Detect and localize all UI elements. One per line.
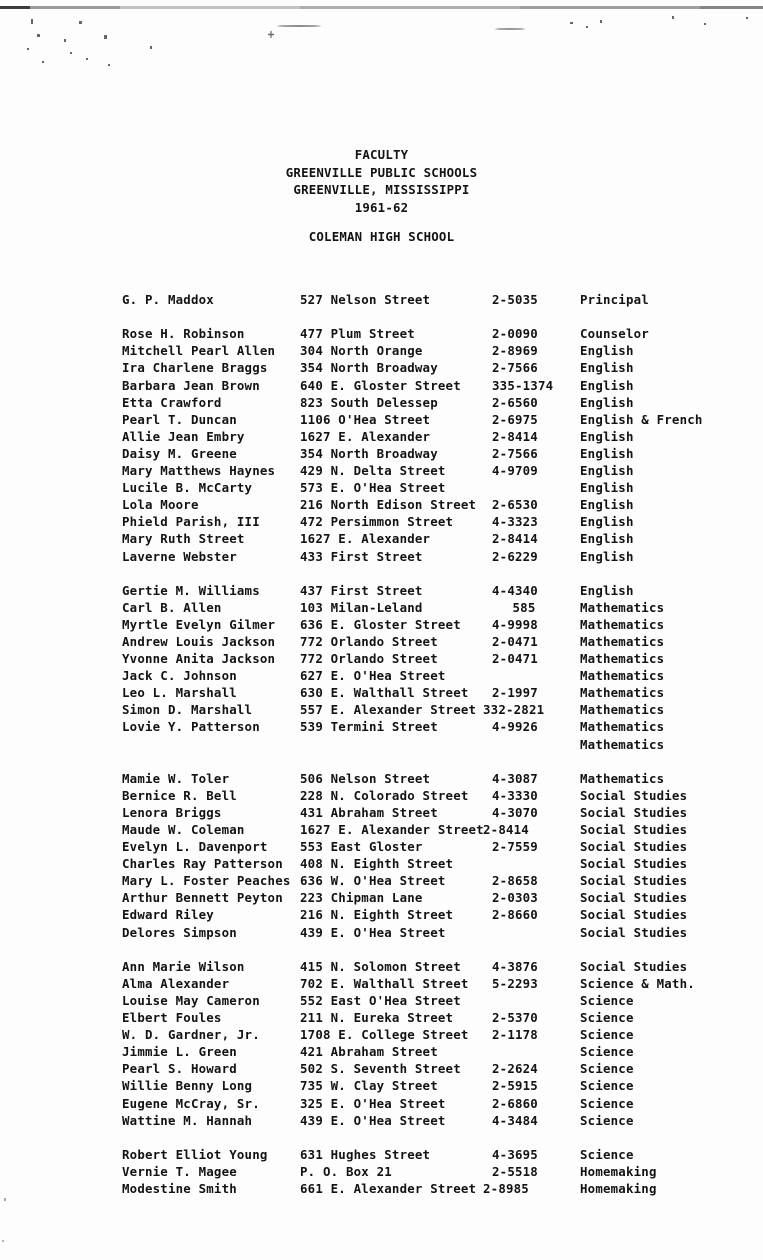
faculty-phone: 585 — [512, 599, 536, 615]
faculty-address: 431 Abraham Street — [300, 804, 438, 820]
faculty-name: Wattine M. Hannah — [122, 1112, 253, 1128]
faculty-name: Modestine Smith — [122, 1180, 237, 1196]
faculty-row — [0, 1163, 763, 1180]
faculty-address: 439 E. O'Hea Street — [300, 1112, 446, 1128]
faculty-name: Rose H. Robinson — [122, 326, 245, 342]
faculty-address: 823 South Delessep — [300, 394, 438, 410]
faculty-address: 702 E. Walthall Street — [300, 975, 469, 991]
faculty-row — [0, 855, 763, 872]
scan-speck — [64, 39, 66, 42]
faculty-subject: Mathematics — [580, 719, 665, 735]
faculty-phone: 2-1178 — [492, 1027, 538, 1043]
faculty-subject: English — [580, 377, 634, 393]
faculty-name: Pearl S. Howard — [122, 1061, 237, 1077]
faculty-row — [0, 308, 763, 342]
faculty-name: Jimmie L. Green — [122, 1044, 237, 1060]
faculty-name: Leo L. Marshall — [122, 685, 237, 701]
faculty-roster — [0, 274, 763, 1197]
faculty-phone: 2-8414 — [483, 822, 529, 837]
faculty-row — [0, 394, 763, 411]
scan-speck — [70, 52, 72, 54]
faculty-name: Willie Benny Long — [122, 1078, 253, 1094]
scan-speck — [277, 25, 321, 27]
faculty-name: Arthur Bennett Peyton — [122, 890, 283, 906]
faculty-row — [0, 274, 763, 308]
faculty-address: 421 Abraham Street — [300, 1044, 438, 1060]
faculty-row — [0, 530, 763, 547]
faculty-row — [0, 633, 763, 650]
faculty-phone: 4-3070 — [492, 804, 538, 820]
faculty-address: 429 N. Delta Street — [300, 463, 446, 479]
faculty-subject: Social Studies — [580, 924, 688, 940]
faculty-subject: English & French — [580, 411, 703, 427]
faculty-name: Robert Elliot Young — [122, 1146, 268, 1162]
faculty-subject: Social Studies — [580, 822, 688, 837]
scan-speck — [37, 34, 40, 37]
faculty-phone: 2-0471 — [492, 633, 538, 649]
faculty-name: Andrew Louis Jackson — [122, 633, 276, 649]
faculty-name: Louise May Cameron — [122, 992, 260, 1008]
faculty-subject: Mathematics — [580, 651, 665, 667]
faculty-name: Gertie M. Williams — [122, 582, 260, 598]
faculty-phone: 2-6975 — [492, 411, 538, 427]
scan-speck — [27, 48, 29, 50]
faculty-name: Carl B. Allen — [122, 599, 222, 615]
scan-speck — [672, 16, 674, 19]
faculty-address: 477 Plum Street — [300, 326, 415, 342]
faculty-row — [0, 1112, 763, 1129]
faculty-subject: Mathematics — [580, 702, 665, 718]
faculty-row — [0, 924, 763, 941]
faculty-subject: Counselor — [580, 326, 649, 342]
scan-speck — [31, 19, 33, 24]
faculty-address: 1627 E. Alexander — [300, 428, 431, 444]
scan-speck — [495, 28, 525, 30]
faculty-subject: Science — [580, 1044, 634, 1060]
faculty-address: 661 E. Alexander Street — [300, 1180, 477, 1196]
faculty-name: Mitchell Pearl Allen — [122, 343, 276, 359]
faculty-address: 433 First Street — [300, 548, 423, 564]
faculty-address: 573 E. O'Hea Street — [300, 480, 446, 496]
faculty-phone: 2-7566 — [492, 445, 538, 461]
faculty-subject: Science — [580, 1027, 634, 1043]
faculty-subject: Mathematics — [580, 633, 665, 649]
faculty-subject: English — [580, 343, 634, 359]
title-block — [0, 146, 763, 216]
scan-speck — [2, 1240, 4, 1242]
faculty-subject: Principal — [580, 292, 649, 308]
faculty-address: 415 N. Solomon Street — [300, 958, 461, 974]
faculty-name: Vernie T. Magee — [122, 1163, 237, 1179]
faculty-subject: English — [580, 394, 634, 410]
faculty-phone: 2-8969 — [492, 343, 538, 359]
faculty-subject: Social Studies — [580, 856, 688, 872]
faculty-subject: Science — [580, 1112, 634, 1128]
faculty-subject: Mathematics — [580, 616, 665, 632]
faculty-address: 1627 E. Alexander Street — [300, 822, 484, 837]
faculty-row — [0, 1026, 763, 1043]
faculty-address: 103 Milan-Leland — [300, 599, 423, 615]
faculty-address: 1627 E. Alexander — [300, 531, 431, 547]
faculty-phone: 2-7559 — [492, 839, 538, 855]
faculty-row — [0, 565, 763, 599]
faculty-subject: English — [580, 548, 634, 564]
faculty-row — [0, 718, 763, 735]
faculty-phone: 5-2293 — [492, 975, 538, 991]
faculty-name: Simon D. Marshall — [122, 702, 253, 718]
faculty-row — [0, 941, 763, 975]
scan-speck — [104, 35, 107, 39]
faculty-row — [0, 428, 763, 445]
scan-speck — [704, 23, 706, 25]
faculty-phone: 2-8985 — [483, 1180, 529, 1196]
faculty-row — [0, 1129, 763, 1163]
faculty-phone: 2-8414 — [492, 531, 538, 547]
faculty-address: 627 E. O'Hea Street — [300, 668, 446, 684]
faculty-name: Myrtle Evelyn Gilmer — [122, 616, 276, 632]
title-district: GREENVILLE PUBLIC SCHOOLS — [285, 164, 478, 180]
faculty-address: 408 N. Eighth Street — [300, 856, 454, 872]
faculty-address: 527 Nelson Street — [300, 292, 431, 308]
faculty-address: 735 W. Clay Street — [300, 1078, 438, 1094]
faculty-subject: English — [580, 497, 634, 513]
faculty-address: 1106 O'Hea Street — [300, 411, 431, 427]
subject-continuation-row — [0, 736, 763, 753]
faculty-address: 640 E. Gloster Street — [300, 377, 461, 393]
faculty-row — [0, 479, 763, 496]
faculty-name: Jack C. Johnson — [122, 668, 237, 684]
faculty-subject: Social Studies — [580, 873, 688, 889]
faculty-row — [0, 1077, 763, 1094]
faculty-phone: 2-6229 — [492, 548, 538, 564]
faculty-subject: Social Studies — [580, 907, 688, 923]
faculty-subject: Social Studies — [580, 839, 688, 855]
faculty-subject: Science — [580, 1078, 634, 1094]
faculty-phone: 2-0303 — [492, 890, 538, 906]
faculty-address: 772 Orlando Street — [300, 651, 438, 667]
faculty-row — [0, 599, 763, 616]
faculty-row — [0, 787, 763, 804]
faculty-subject: English — [580, 531, 634, 547]
faculty-row — [0, 1060, 763, 1077]
scan-speck — [86, 58, 88, 60]
faculty-row — [0, 753, 763, 787]
faculty-phone: 4-3087 — [492, 770, 538, 786]
faculty-name: Phield Parish, III — [122, 514, 260, 530]
faculty-phone: 2-6530 — [492, 497, 538, 513]
faculty-name: Bernice R. Bell — [122, 787, 237, 803]
faculty-phone: 2-7566 — [492, 360, 538, 376]
faculty-name: Alma Alexander — [122, 975, 230, 991]
faculty-address: 502 S. Seventh Street — [300, 1061, 461, 1077]
faculty-row — [0, 616, 763, 633]
faculty-phone: 335-1374 — [492, 377, 554, 393]
faculty-subject: English — [580, 514, 634, 530]
faculty-name: Yvonne Anita Jackson — [122, 651, 276, 667]
scan-speck — [746, 17, 748, 19]
faculty-phone: 4-3876 — [492, 958, 538, 974]
faculty-name: Charles Ray Patterson — [122, 856, 283, 872]
faculty-name: Ira Charlene Braggs — [122, 360, 268, 376]
faculty-phone: 4-9926 — [492, 719, 538, 735]
faculty-row — [0, 889, 763, 906]
title-location: GREENVILLE, MISSISSIPPI — [293, 182, 470, 198]
faculty-subject: Mathematics — [580, 599, 665, 615]
faculty-name: Lucile B. McCarty — [122, 480, 253, 496]
faculty-subject: English — [580, 463, 634, 479]
faculty-name: Daisy M. Greene — [122, 445, 237, 461]
faculty-name: Pearl T. Duncan — [122, 411, 237, 427]
scan-speck — [42, 61, 44, 63]
faculty-phone: 2-8658 — [492, 873, 538, 889]
scan-edge-artifact — [0, 6, 763, 9]
faculty-name: Ann Marie Wilson — [122, 958, 245, 974]
scan-speck — [586, 26, 588, 28]
faculty-address: 631 Hughes Street — [300, 1146, 431, 1162]
faculty-phone: 4-3695 — [492, 1146, 538, 1162]
faculty-phone: 2-8414 — [492, 428, 538, 444]
faculty-name: W. D. Gardner, Jr. — [122, 1027, 260, 1043]
faculty-name: Delores Simpson — [122, 924, 237, 940]
faculty-row — [0, 650, 763, 667]
faculty-subject: Mathematics — [580, 770, 665, 786]
faculty-name: Elbert Foules — [122, 1010, 222, 1026]
faculty-subject: Science — [580, 1095, 634, 1111]
title-school-year: 1961-62 — [354, 199, 409, 215]
faculty-phone: 2-5370 — [492, 1010, 538, 1026]
faculty-address: 216 North Edison Street — [300, 497, 477, 513]
faculty-row — [0, 667, 763, 684]
faculty-row — [0, 445, 763, 462]
faculty-row — [0, 359, 763, 376]
faculty-name: Mamie W. Toler — [122, 770, 230, 786]
faculty-subject: English — [580, 360, 634, 376]
faculty-row — [0, 838, 763, 855]
faculty-name: Edward Riley — [122, 907, 214, 923]
faculty-subject: English — [580, 480, 634, 496]
faculty-address: 325 E. O'Hea Street — [300, 1095, 446, 1111]
faculty-phone: 2-1997 — [492, 685, 538, 701]
faculty-name: Maude W. Coleman — [122, 822, 245, 837]
faculty-subject: English — [580, 428, 634, 444]
faculty-name: Allie Jean Embry — [122, 428, 245, 444]
faculty-row — [0, 1180, 763, 1197]
faculty-row — [0, 701, 763, 718]
faculty-phone: 332-2821 — [483, 702, 545, 718]
faculty-row — [0, 821, 763, 838]
faculty-address: 553 East Gloster — [300, 839, 423, 855]
faculty-row — [0, 872, 763, 889]
faculty-address: 354 North Broadway — [300, 445, 438, 461]
faculty-row — [0, 513, 763, 530]
faculty-phone: 4-3330 — [492, 787, 538, 803]
faculty-name: Barbara Jean Brown — [122, 377, 260, 393]
faculty-phone: 2-6860 — [492, 1095, 538, 1111]
faculty-subject: Science — [580, 1010, 634, 1026]
faculty-phone: 2-2624 — [492, 1061, 538, 1077]
faculty-address: 1708 E. College Street — [300, 1027, 469, 1043]
school-heading: COLEMAN HIGH SCHOOL — [308, 229, 455, 244]
faculty-subject: Science — [580, 1061, 634, 1077]
faculty-row — [0, 411, 763, 428]
faculty-subject: Social Studies — [580, 787, 688, 803]
faculty-subject: English — [580, 582, 634, 598]
faculty-phone: 2-0471 — [492, 651, 538, 667]
scan-speck — [268, 31, 274, 38]
faculty-subject: Mathematics — [580, 668, 665, 684]
faculty-phone: 2-5518 — [492, 1163, 538, 1179]
faculty-subject: Social Studies — [580, 804, 688, 820]
faculty-address: 636 E. Gloster Street — [300, 616, 461, 632]
faculty-name: Mary Matthews Haynes — [122, 463, 276, 479]
scan-speck — [600, 20, 602, 23]
faculty-subject: Mathematics — [580, 685, 665, 701]
faculty-subject: Science — [580, 1146, 634, 1162]
faculty-address: 630 E. Walthall Street — [300, 685, 469, 701]
faculty-phone: 4-3323 — [492, 514, 538, 530]
faculty-row — [0, 1043, 763, 1060]
faculty-address: 636 W. O'Hea Street — [300, 873, 446, 889]
faculty-address: 557 E. Alexander Street — [300, 702, 477, 718]
faculty-row — [0, 992, 763, 1009]
faculty-row — [0, 1095, 763, 1112]
faculty-phone: 2-6560 — [492, 394, 538, 410]
faculty-address: 223 Chipman Lane — [300, 890, 423, 906]
scan-speck — [79, 21, 82, 24]
faculty-address: 506 Nelson Street — [300, 770, 431, 786]
faculty-row — [0, 906, 763, 923]
faculty-address: 304 North Orange — [300, 343, 423, 359]
faculty-address: 539 Termini Street — [300, 719, 438, 735]
faculty-name: Mary Ruth Street — [122, 531, 245, 547]
faculty-address: 437 First Street — [300, 582, 423, 598]
scan-speck — [570, 22, 573, 24]
faculty-phone: 2-8660 — [492, 907, 538, 923]
faculty-address: 216 N. Eighth Street — [300, 907, 454, 923]
faculty-address: 552 East O'Hea Street — [300, 992, 461, 1008]
faculty-row — [0, 1009, 763, 1026]
faculty-address: 211 N. Eureka Street — [300, 1010, 454, 1026]
faculty-address: 228 N. Colorado Street — [300, 787, 469, 803]
faculty-row — [0, 804, 763, 821]
faculty-name: Etta Crawford — [122, 394, 222, 410]
faculty-row — [0, 462, 763, 479]
faculty-address: P. O. Box 21 — [300, 1163, 392, 1179]
scan-speck — [108, 64, 110, 66]
faculty-phone: 2-5915 — [492, 1078, 538, 1094]
faculty-name: Evelyn L. Davenport — [122, 839, 268, 855]
faculty-subject: Science — [580, 992, 634, 1008]
faculty-subject: Homemaking — [580, 1180, 657, 1196]
faculty-phone: 2-0090 — [492, 326, 538, 342]
faculty-name: Lenora Briggs — [122, 804, 222, 820]
faculty-name: G. P. Maddox — [122, 292, 214, 308]
faculty-row — [0, 496, 763, 513]
faculty-name: Eugene McCray, Sr. — [122, 1095, 260, 1111]
faculty-address: 472 Persimmon Street — [300, 514, 454, 530]
faculty-address: 354 North Broadway — [300, 360, 438, 376]
faculty-name: Laverne Webster — [122, 548, 237, 564]
faculty-phone: 4-9709 — [492, 463, 538, 479]
faculty-phone: 2-5035 — [492, 292, 538, 308]
scan-speck — [150, 46, 152, 49]
faculty-row — [0, 342, 763, 359]
faculty-subject: Social Studies — [580, 958, 688, 974]
faculty-subject: English — [580, 445, 634, 461]
faculty-phone: 4-9998 — [492, 616, 538, 632]
faculty-name: Lola Moore — [122, 497, 199, 513]
faculty-phone: 4-3484 — [492, 1112, 538, 1128]
faculty-row — [0, 377, 763, 394]
faculty-address: 439 E. O'Hea Street — [300, 924, 446, 940]
faculty-name: Lovie Y. Patterson — [122, 719, 260, 735]
faculty-subject: Homemaking — [580, 1163, 657, 1179]
faculty-name: Mary L. Foster Peaches — [122, 873, 291, 889]
faculty-subject: Mathematics — [580, 736, 665, 752]
faculty-address: 772 Orlando Street — [300, 633, 438, 649]
title-faculty: FACULTY — [354, 147, 409, 162]
faculty-row — [0, 975, 763, 992]
faculty-row — [0, 684, 763, 701]
scan-speck — [4, 1198, 6, 1201]
faculty-subject: Science & Math. — [580, 975, 695, 991]
faculty-phone: 4-4340 — [492, 582, 538, 598]
faculty-row — [0, 548, 763, 565]
faculty-subject: Social Studies — [580, 890, 688, 906]
